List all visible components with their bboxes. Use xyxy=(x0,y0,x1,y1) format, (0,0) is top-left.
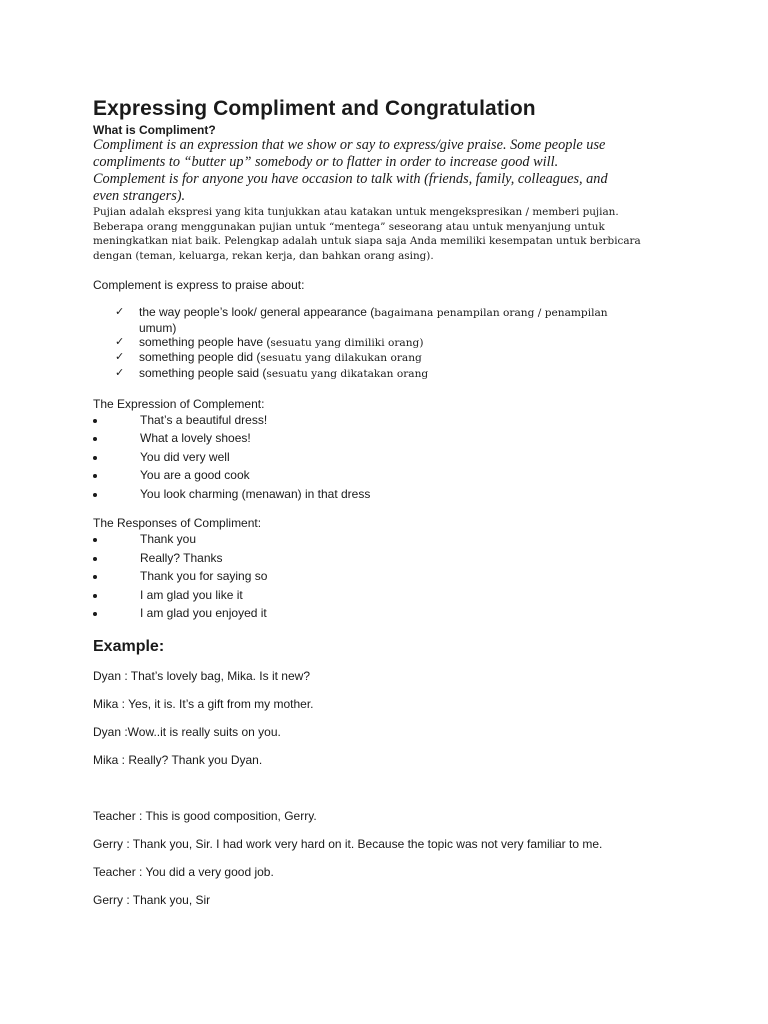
bullet-icon xyxy=(93,538,97,542)
item-text: Thank you xyxy=(140,532,197,547)
checkmark-icon: ✓ xyxy=(115,306,125,319)
expression-list xyxy=(93,411,693,504)
item-wrap: umum) xyxy=(139,320,177,335)
bullet-icon xyxy=(93,612,97,616)
example-heading: Example: xyxy=(93,637,165,655)
list-item xyxy=(115,305,693,335)
list-item xyxy=(93,448,693,467)
list-item xyxy=(93,567,693,586)
list-item xyxy=(93,604,693,623)
document-page xyxy=(93,96,693,907)
dialog-line: Mika : Really? Thank you Dyan. xyxy=(93,752,263,767)
checkmark-icon: ✓ xyxy=(115,351,125,364)
page-title: Expressing Compliment and Congratulation xyxy=(93,97,536,120)
dialog-line: Mika : Yes, it is. It’s a gift from my mother. xyxy=(93,696,314,711)
list-item xyxy=(93,485,693,504)
list-item xyxy=(93,549,693,568)
dialog-line: Dyan : That’s lovely bag, Mika. Is it new? xyxy=(93,668,310,683)
item-text: something people did ( xyxy=(139,350,261,365)
item-text: something people said ( xyxy=(139,365,267,380)
dialog-line: Dyan :Wow..it is really suits on you. xyxy=(93,724,281,739)
dialog-line: Teacher : This is good composition, Gerry. xyxy=(93,808,317,823)
bullet-icon xyxy=(93,419,97,423)
item-note: bagaimana penampilan orang / penampilan xyxy=(374,307,608,320)
dialog-line: Teacher : You did a very good job. xyxy=(93,864,274,879)
item-text: You did very well xyxy=(140,449,230,464)
list-item xyxy=(93,586,693,605)
item-text: You are a good cook xyxy=(140,468,250,483)
bullet-icon xyxy=(93,474,97,478)
dialog-two xyxy=(93,809,693,907)
list-item xyxy=(93,411,693,430)
dialog-line: Gerry : Thank you, Sir xyxy=(93,892,211,907)
definition-block xyxy=(93,137,693,205)
item-text: Really? Thanks xyxy=(140,550,223,565)
list-item xyxy=(115,335,693,350)
bullet-icon xyxy=(93,594,97,598)
translation-line: Pujian adalah ekspresi yang kita tunjukkan atau katakan untuk mengekspresikan / memberi pujian. xyxy=(93,206,619,218)
definition-line: Compliment is an expression that we show or say to express/give praise. Some people use xyxy=(93,137,606,153)
bullet-icon xyxy=(93,456,97,460)
praise-list xyxy=(93,305,693,380)
item-text: something people have ( xyxy=(139,334,271,349)
translation-line: Beberapa orang menggunakan pujian untuk “mentega” seseorang atau untuk menyanjung untuk xyxy=(93,220,605,233)
bullet-icon xyxy=(93,575,97,579)
expression-heading: The Expression of Complement: xyxy=(93,396,265,411)
responses-heading: The Responses of Compliment: xyxy=(93,516,262,531)
definition-line: Complement is for anyone you have occasion to talk with (friends, family, colleagues, and xyxy=(93,171,608,187)
responses-list xyxy=(93,530,693,623)
definition-line: even strangers). xyxy=(93,188,186,204)
dialog-line: Gerry : Thank you, Sir. I had work very hard on it. Because the topic was not very familiar to me. xyxy=(93,836,603,851)
item-text: You look charming (menawan) in that dress xyxy=(140,486,371,501)
bullet-icon xyxy=(93,493,97,497)
list-item xyxy=(115,366,693,381)
checkmark-icon: ✓ xyxy=(115,335,125,348)
indonesian-translation xyxy=(93,205,693,263)
bullet-icon xyxy=(93,557,97,561)
item-text: Thank you for saying so xyxy=(140,569,268,584)
item-text: I am glad you like it xyxy=(140,587,243,602)
item-text: I am glad you enjoyed it xyxy=(140,606,267,621)
subheading-what-is: What is Compliment? xyxy=(93,123,216,137)
item-note: sesuatu yang dimiliki orang) xyxy=(270,336,424,349)
definition-line: compliments to “butter up” somebody or to flatter in order to increase good will. xyxy=(93,154,559,170)
list-item xyxy=(93,466,693,485)
item-text: What a lovely shoes! xyxy=(140,431,251,446)
item-note: sesuatu yang dikatakan orang xyxy=(266,367,429,380)
list-item xyxy=(115,350,693,365)
translation-line: dengan (teman, keluarga, rekan kerja, dan bahkan orang asing). xyxy=(93,249,434,262)
translation-line: meningkatkan niat baik. Pelengkap adalah untuk siapa saja Anda memiliki kesempatan untuk berbicara xyxy=(93,235,641,248)
checkmark-icon: ✓ xyxy=(115,366,125,379)
dialog-one xyxy=(93,669,693,767)
list-item xyxy=(93,429,693,448)
list-item xyxy=(93,530,693,549)
item-note: sesuatu yang dilakukan orang xyxy=(260,352,422,365)
item-text: That’s a beautiful dress! xyxy=(140,412,268,427)
item-text: the way people’s look/ general appearance ( xyxy=(139,305,375,320)
praise-intro: Complement is express to praise about: xyxy=(93,278,305,293)
bullet-icon xyxy=(93,437,97,441)
